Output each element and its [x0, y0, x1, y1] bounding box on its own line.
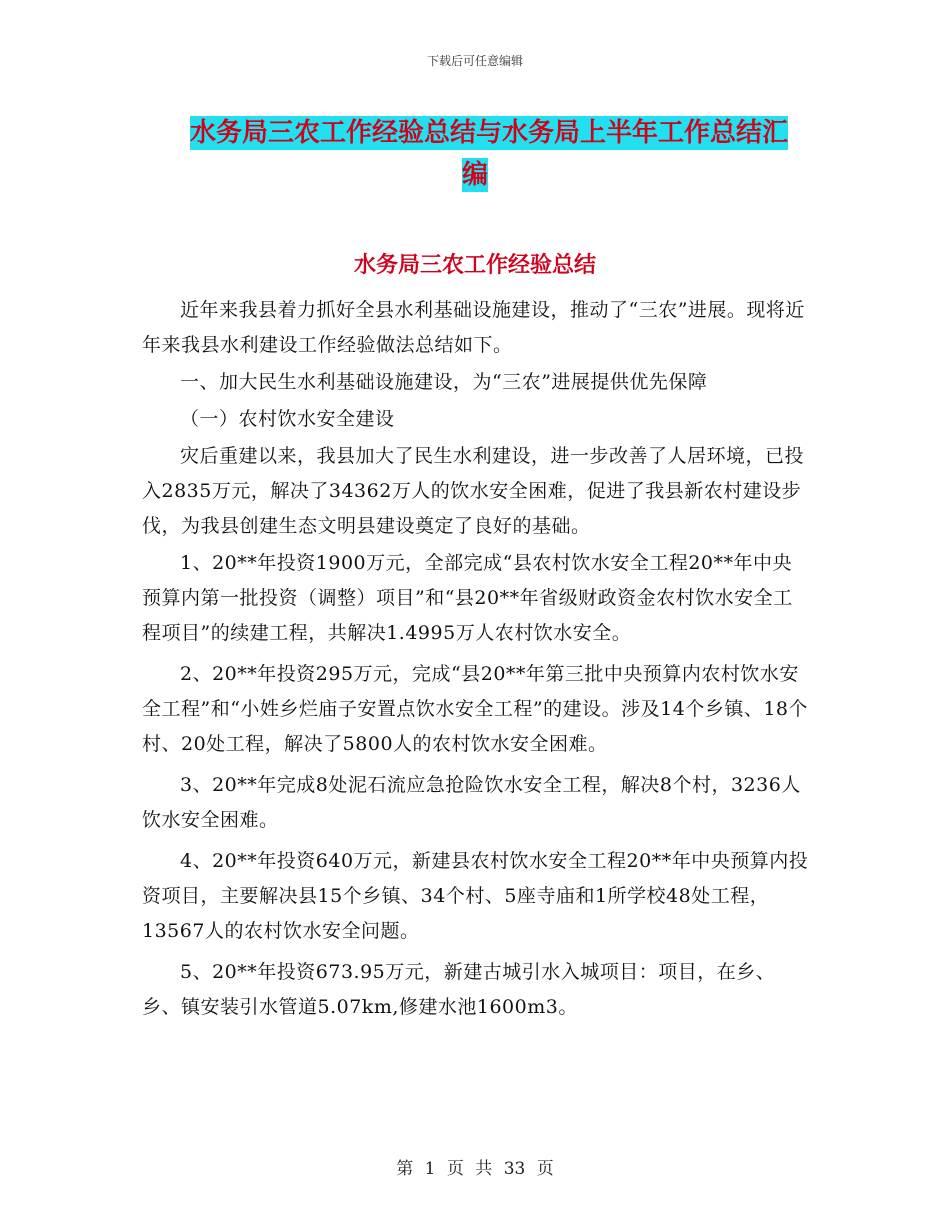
title-line-1 [190, 112, 810, 154]
document-body [142, 293, 810, 1027]
section-title: 水务局三农工作经验总结 [353, 253, 596, 278]
paragraph-overview: 灾后重建以来，我县加大了民生水利建设，进一步改善了人居环境，已投入2835万元，解决了34362万人的饮水安全困难，促进了我县新农村建设步伐，为我县创建生态文明县建设奠定了良好的基础。 [142, 445, 805, 537]
page-footer: 第 1 页 共 33 页 [396, 1159, 554, 1179]
document-title [190, 112, 810, 196]
heading-section-1: 一、加大民生水利基础设施建设，为“三农”进展提供优先保障 [180, 371, 708, 393]
list-item-1: 1、20**年投资1900万元，全部完成“县农村饮水安全工程20**年中央预算内第一批投资（调整）项目”和“县20**年省级财政资金农村饮水安全工程项目”的续建工程，共解决1.4995万人农村饮水安全。 [142, 552, 793, 644]
title-line-1-text: 水务局三农工作经验总结与水务局上半年工作总结汇 [190, 118, 789, 148]
paragraph-intro: 近年来我县着力抓好全县水利基础设施建设，推动了“三农”进展。现将近年来我县水利建设工作经验做法总结如下。 [142, 299, 805, 356]
header-note: 下载后可任意编辑 [426, 54, 523, 68]
heading-subsection-1: （一）农村饮水安全建设 [180, 408, 395, 430]
list-item-3: 3、20**年完成8处泥石流应急抢险饮水安全工程，解决8个村，3236人饮水安全困难。 [142, 774, 801, 831]
title-line-2 [190, 154, 810, 196]
list-item-4: 4、20**年投资640万元，新建县农村饮水安全工程20**年中央预算内投资项目，主要解决县15个乡镇、34个村、5座寺庙和1所学校48处工程，13567人的农村饮水安全问题。 [142, 850, 809, 942]
list-item-2: 2、20**年投资295万元，完成“县20**年第三批中央预算内农村饮水安全工程”和“小姓乡烂庙子安置点饮水安全工程”的建设。涉及14个乡镇、18个村、20处工程，解决了5800人的农村饮水安全困难。 [142, 663, 808, 755]
list-item-5: 5、20**年投资673.95万元，新建古城引水入城项目：项目，在乡、乡、镇安装引水管道5.07km,修建水池1600m3。 [142, 961, 776, 1018]
title-line-2-text: 编 [462, 160, 489, 190]
